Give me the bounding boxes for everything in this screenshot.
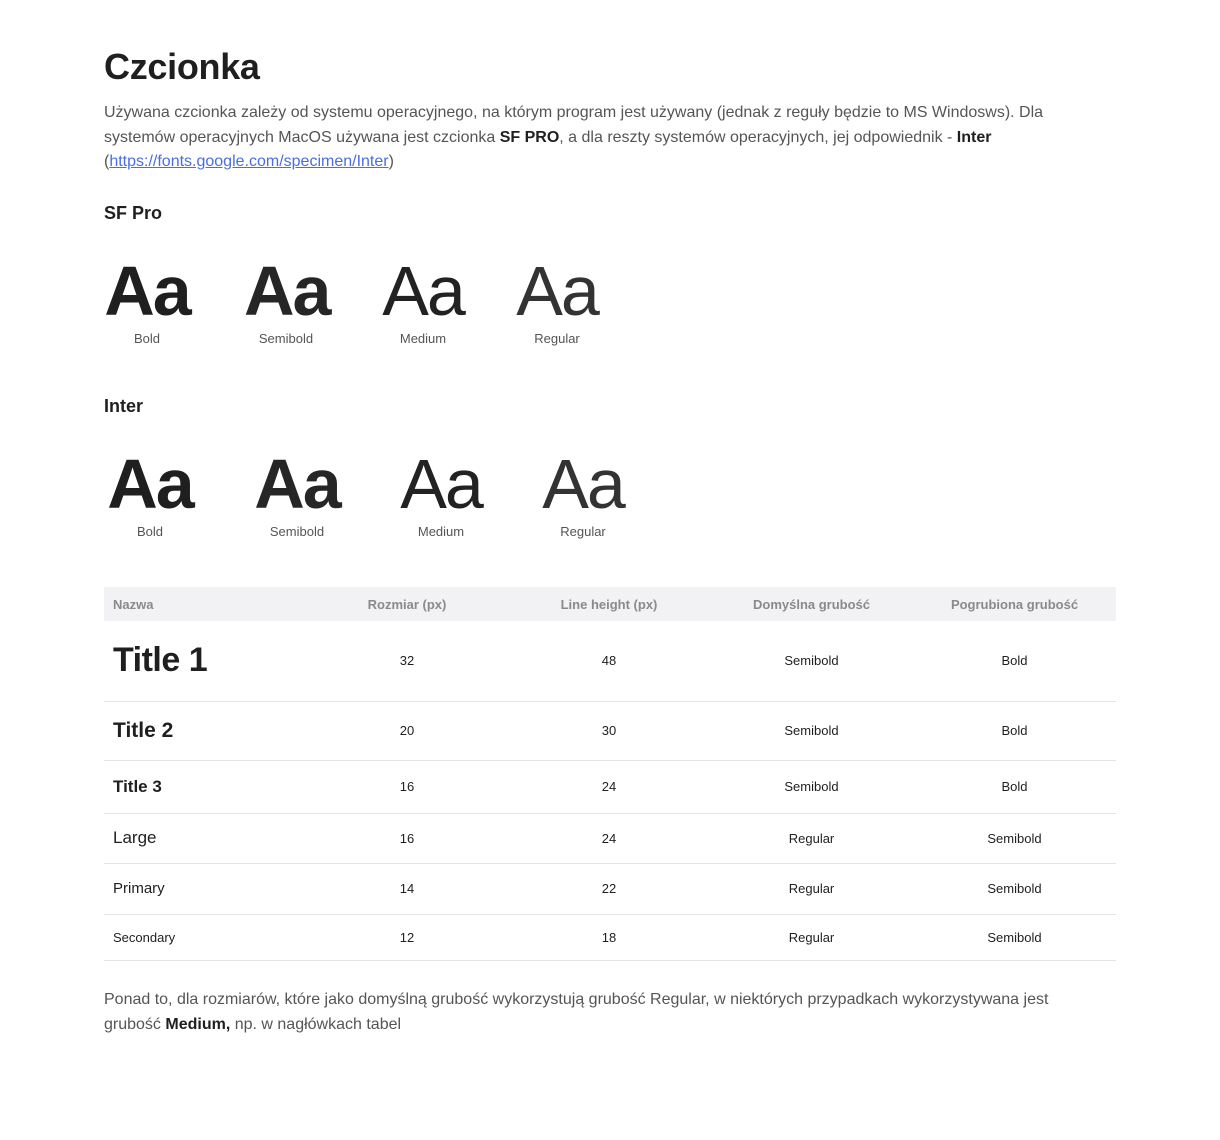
specimen-glyph: Aa xyxy=(107,445,193,523)
specimen-glyph: Aa xyxy=(254,445,340,523)
row-name: Title 2 xyxy=(104,701,306,760)
row-name: Title 3 xyxy=(104,760,306,813)
specimen-sf-medium xyxy=(382,252,464,346)
specimen-sf-regular xyxy=(516,252,598,346)
section-title-inter: Inter xyxy=(104,396,144,416)
header-bold-weight: Pogrubiona grubość xyxy=(913,587,1116,621)
row-bold-weight: Semibold xyxy=(913,914,1116,960)
row-name: Secondary xyxy=(104,914,306,960)
table-row xyxy=(104,813,1116,863)
intro-inter: Inter xyxy=(956,128,992,146)
row-name: Large xyxy=(104,813,306,863)
row-default-weight: Regular xyxy=(710,863,913,914)
intro-sf-pro: SF PRO xyxy=(499,128,560,146)
inter-font-link[interactable]: https://fonts.google.com/specimen/Inter xyxy=(109,153,389,170)
row-size: 20 xyxy=(306,701,508,760)
row-bold-weight: Bold xyxy=(913,621,1116,701)
row-default-weight: Regular xyxy=(710,914,913,960)
row-line-height: 24 xyxy=(508,813,710,863)
row-bold-weight: Bold xyxy=(913,760,1116,813)
specimen-sf-semibold xyxy=(244,252,330,346)
intro-text-1: Używana czcionka zależy od systemu operacyjnego, na którym program jest używany (jednak z reguły będzie to MS Windosws). Dla systemów operacyjnych MacOS używana jest czcionka xyxy=(104,104,1044,146)
row-bold-weight: Semibold xyxy=(913,863,1116,914)
row-bold-weight: Semibold xyxy=(913,813,1116,863)
intro-text-4: ) xyxy=(388,153,394,170)
header-line-height: Line height (px) xyxy=(508,587,710,621)
header-default-weight: Domyślna grubość xyxy=(710,587,913,621)
specimen-label: Regular xyxy=(560,524,606,539)
specimen-glyph: Aa xyxy=(244,252,330,330)
row-size: 14 xyxy=(306,863,508,914)
row-name: Primary xyxy=(104,863,306,914)
row-line-height: 24 xyxy=(508,760,710,813)
table-row xyxy=(104,863,1116,914)
footer-text-2: np. w nagłówkach tabel xyxy=(230,1015,402,1033)
specimen-inter-medium xyxy=(396,445,486,539)
row-size: 16 xyxy=(306,813,508,863)
row-default-weight: Regular xyxy=(710,813,913,863)
intro-text-3: ( xyxy=(104,153,110,170)
header-size: Rozmiar (px) xyxy=(306,587,508,621)
specimen-glyph: Aa xyxy=(516,252,598,330)
table-row xyxy=(104,914,1116,960)
table-row xyxy=(104,760,1116,813)
specimen-inter-semibold xyxy=(252,445,342,539)
table-row xyxy=(104,621,1116,701)
specimen-inter-bold xyxy=(104,445,196,539)
footer-note xyxy=(104,988,1104,1037)
specimen-glyph: Aa xyxy=(104,252,190,330)
row-bold-weight: Bold xyxy=(913,701,1116,760)
header-name: Nazwa xyxy=(104,587,306,621)
footer-text-1: Ponad to, dla rozmiarów, które jako domyślną grubość wykorzystują grubość Regular, w niektórych przypadkach wykorzystywana jest grubość xyxy=(104,991,1049,1033)
specimen-label: Semibold xyxy=(258,331,314,346)
typography-table xyxy=(104,587,1116,961)
intro-paragraph xyxy=(104,101,1104,175)
specimen-label: Semibold xyxy=(269,524,325,539)
specimen-glyph: Aa xyxy=(382,252,464,330)
row-size: 32 xyxy=(306,621,508,701)
row-default-weight: Semibold xyxy=(710,621,913,701)
row-default-weight: Semibold xyxy=(710,701,913,760)
specimen-glyph: Aa xyxy=(400,445,482,523)
footer-bold: Medium, xyxy=(165,1015,231,1033)
table-header-row xyxy=(104,587,1116,621)
section-title-sf-pro: SF Pro xyxy=(104,203,163,223)
row-size: 16 xyxy=(306,760,508,813)
specimen-label: Bold xyxy=(136,524,164,539)
specimen-sf-bold xyxy=(104,252,190,346)
row-size: 12 xyxy=(306,914,508,960)
row-line-height: 48 xyxy=(508,621,710,701)
table-row xyxy=(104,701,1116,760)
specimen-label: Medium xyxy=(399,331,447,346)
specimen-label: Bold xyxy=(133,331,161,346)
page-title: Czcionka xyxy=(104,46,260,87)
row-default-weight: Semibold xyxy=(710,760,913,813)
intro-text-2: , a dla reszty systemów operacyjnych, jej odpowiednik - xyxy=(559,128,957,146)
row-line-height: 30 xyxy=(508,701,710,760)
specimen-inter-regular xyxy=(538,445,628,539)
specimen-label: Medium xyxy=(417,524,465,539)
specimen-glyph: Aa xyxy=(542,445,624,523)
specimen-label: Regular xyxy=(534,331,580,346)
row-line-height: 18 xyxy=(508,914,710,960)
row-line-height: 22 xyxy=(508,863,710,914)
row-name: Title 1 xyxy=(104,621,306,701)
